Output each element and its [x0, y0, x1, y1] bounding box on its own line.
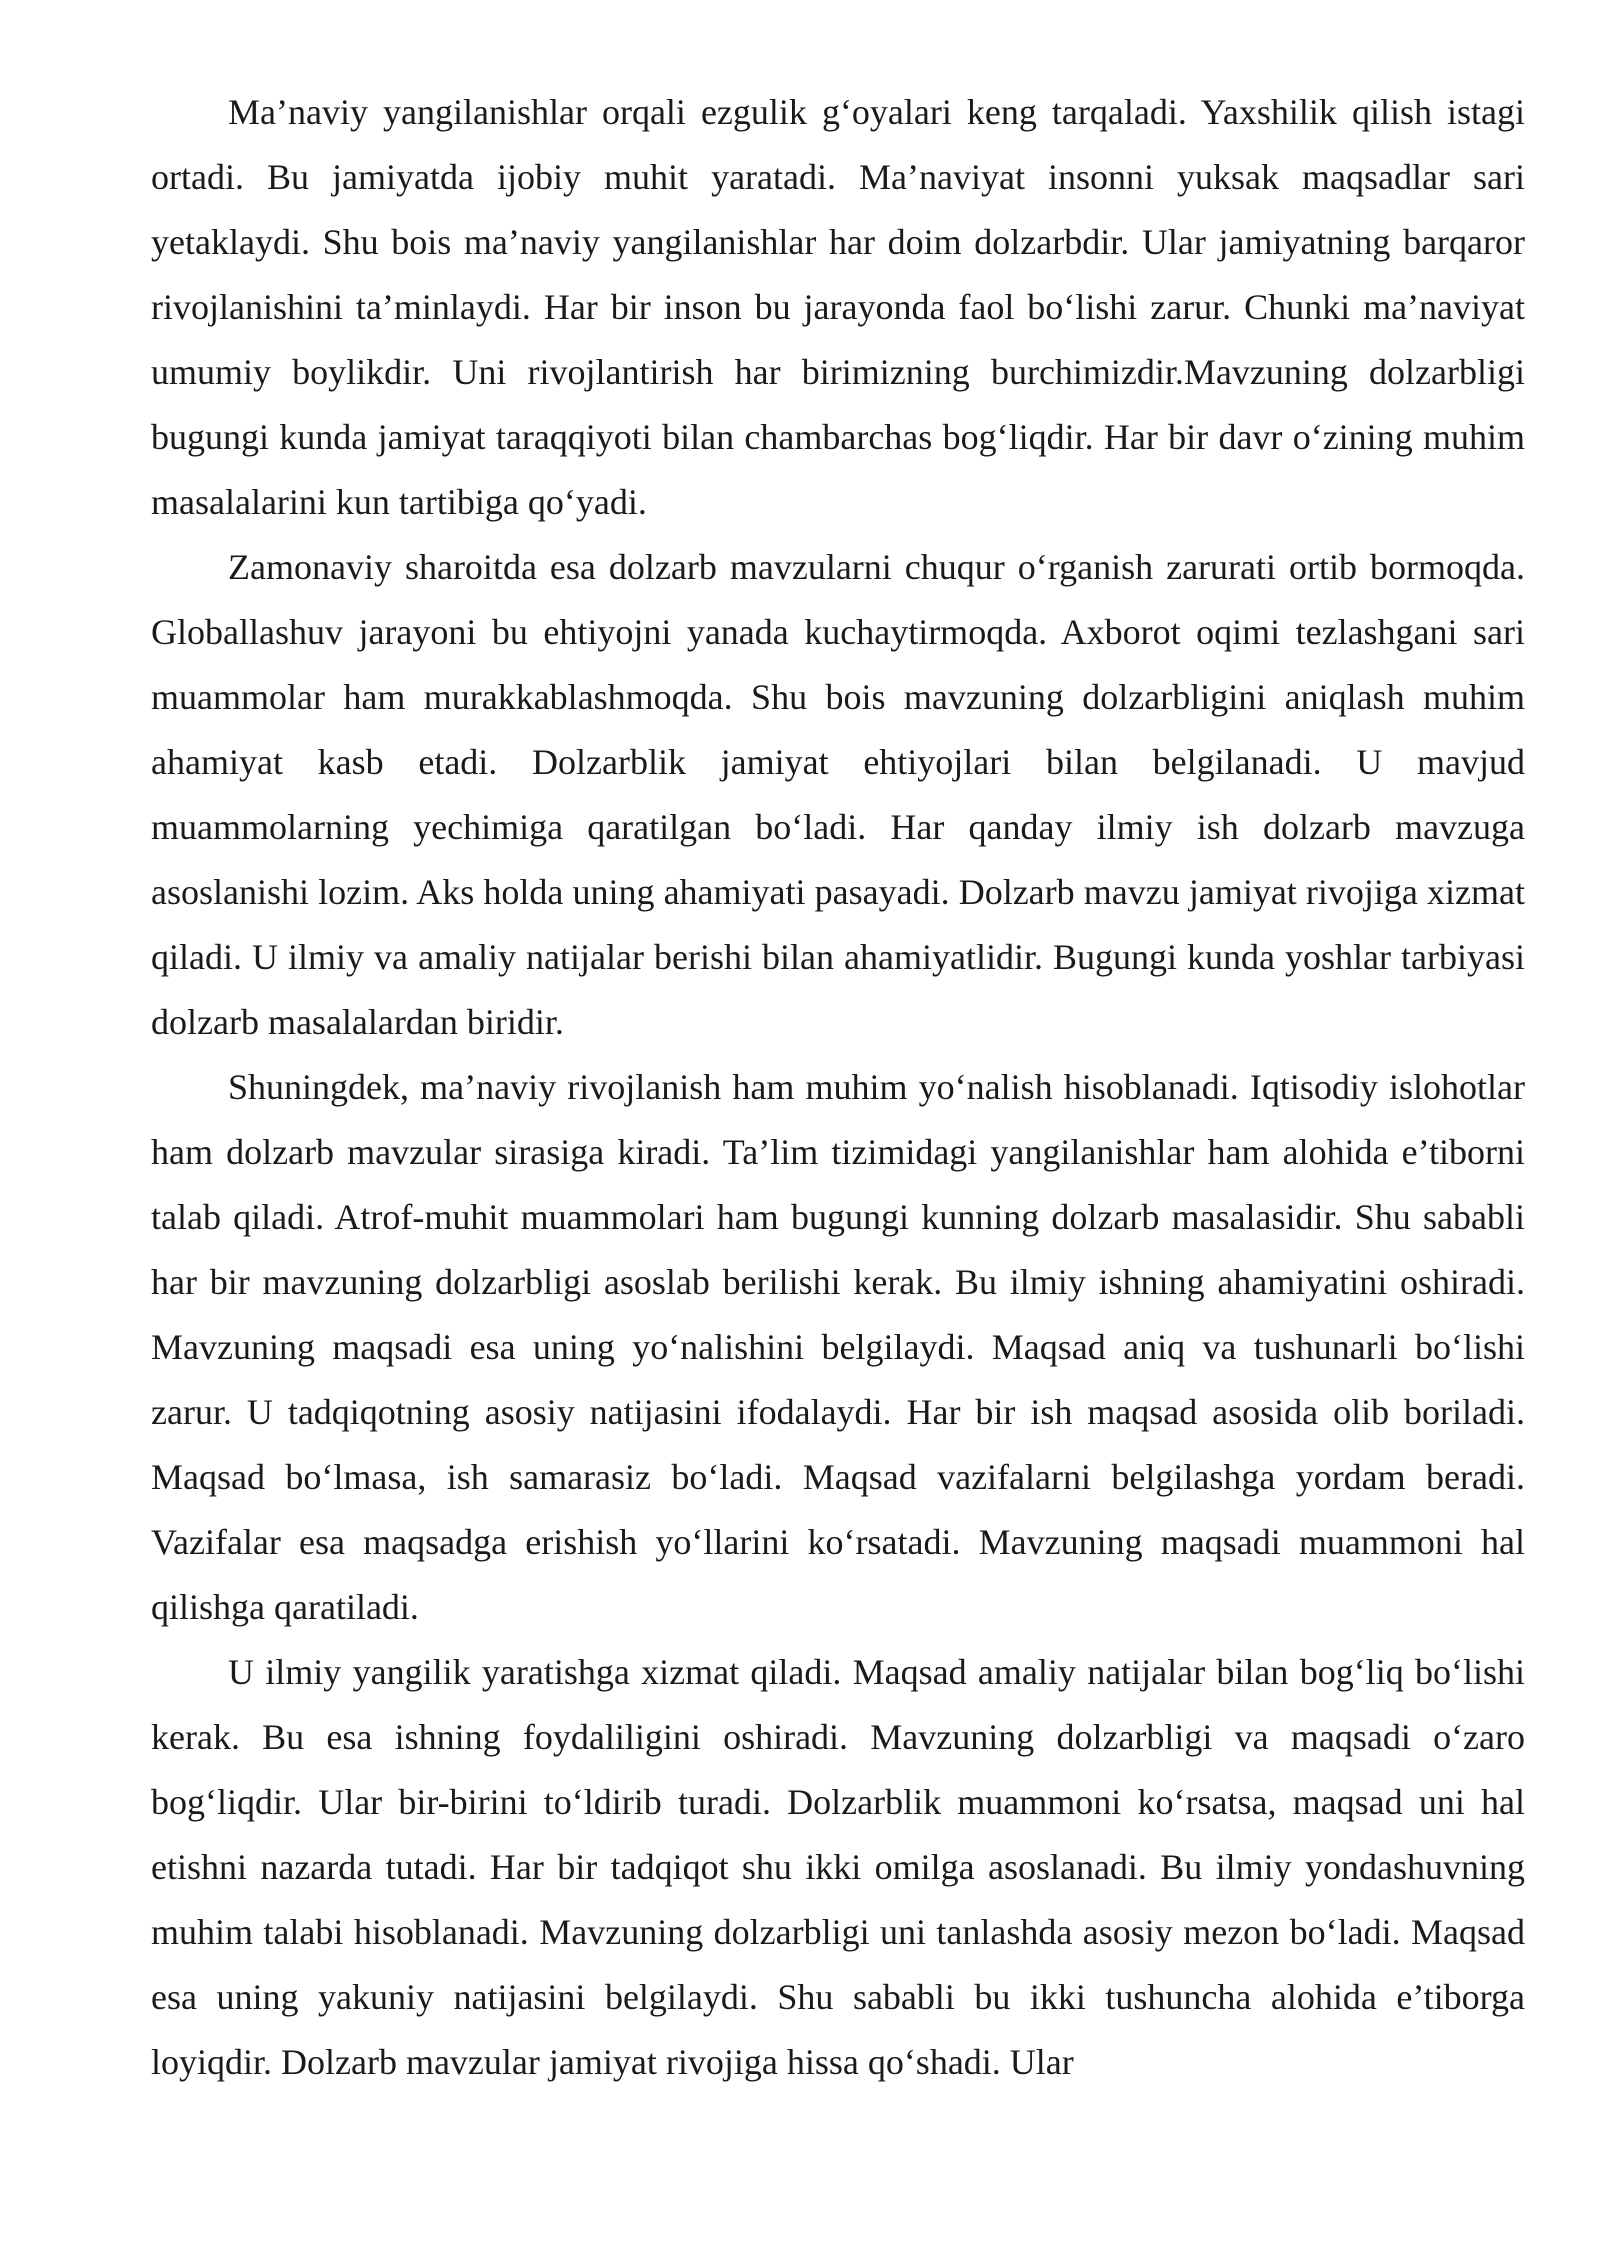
- paragraph: Shuningdek, ma’naviy rivojlanish ham muhim yo‘nalish hisoblanadi. Iqtisodiy islohotlar ham dolzarb mavzular sirasiga kiradi. Ta’lim tizimidagi yangilanishlar ham alohida e’tiborni talab qiladi. Atrof-muhit muammolari ham bugungi kunning dolzarb masalasidir. Shu sababli har bir mavzuning dolzarbligi asoslab berilishi kerak. Bu ilmiy ishning ahamiyatini oshiradi. Mavzuning maqsadi esa uning yo‘nalishini belgilaydi. Maqsad aniq va tushunarli bo‘lishi zarur. U tadqiqotning asosiy natijasini ifodalaydi. Har bir ish maqsad asosida olib boriladi. Maqsad bo‘lmasa, ish samarasiz bo‘ladi. Maqsad vazifalarni belgilashga yordam beradi. Vazifalar esa maqsadga erishish yo‘llarini ko‘rsatadi. Mavzuning maqsadi muammoni hal qilishga qaratiladi.: [151, 1067, 1525, 1627]
- paragraph: U ilmiy yangilik yaratishga xizmat qiladi. Maqsad amaliy natijalar bilan bog‘liq bo‘lishi kerak. Bu esa ishning foydaliligini oshiradi. Mavzuning dolzarbligi va maqsadi o‘zaro bog‘liqdir. Ular bir-birini to‘ldirib turadi. Dolzarblik muammoni ko‘rsatsa, maqsad uni hal etishni nazarda tutadi. Har bir tadqiqot shu ikki omilga asoslanadi. Bu ilmiy yondashuvning muhim talabi hisoblanadi. Mavzuning dolzarbligi uni tanlashda asosiy mezon bo‘ladi. Maqsad esa uning yakuniy natijasini belgilaydi. Shu sababli bu ikki tushuncha alohida e’tiborga loyiqdir. Dolzarb mavzular jamiyat rivojiga hissa qo‘shadi. Ular: [151, 1652, 1525, 2082]
- document-page: [151, 80, 1525, 2095]
- paragraph: Zamonaviy sharoitda esa dolzarb mavzularni chuqur o‘rganish zarurati ortib bormoqda. Globallashuv jarayoni bu ehtiyojni yanada kuchaytirmoqda. Axborot oqimi tezlashgani sari muammolar ham murakkablashmoqda. Shu bois mavzuning dolzarbligini aniqlash muhim ahamiyat kasb etadi. Dolzarblik jamiyat ehtiyojlari bilan belgilanadi. U mavjud muammolarning yechimiga qaratilgan bo‘ladi. Har qanday ilmiy ish dolzarb mavzuga asoslanishi lozim. Aks holda uning ahamiyati pasayadi. Dolzarb mavzu jamiyat rivojiga xizmat qiladi. U ilmiy va amaliy natijalar berishi bilan ahamiyatlidir. Bugungi kunda yoshlar tarbiyasi dolzarb masalalardan biridir.: [151, 547, 1525, 1042]
- paragraph: Ma’naviy yangilanishlar orqali ezgulik g‘oyalari keng tarqaladi. Yaxshilik qilish istagi ortadi. Bu jamiyatda ijobiy muhit yaratadi. Ma’naviyat insonni yuksak maqsadlar sari yetaklaydi. Shu bois ma’naviy yangilanishlar har doim dolzarbdir. Ular jamiyatning barqaror rivojlanishini ta’minlaydi. Har bir inson bu jarayonda faol bo‘lishi zarur. Chunki ma’naviyat umumiy boylikdir. Uni rivojlantirish har birimizning burchimizdir.Mavzuning dolzarbligi bugungi kunda jamiyat taraqqiyoti bilan chambarchas bog‘liqdir. Har bir davr o‘zining muhim masalalarini kun tartibiga qo‘yadi.: [151, 92, 1525, 522]
